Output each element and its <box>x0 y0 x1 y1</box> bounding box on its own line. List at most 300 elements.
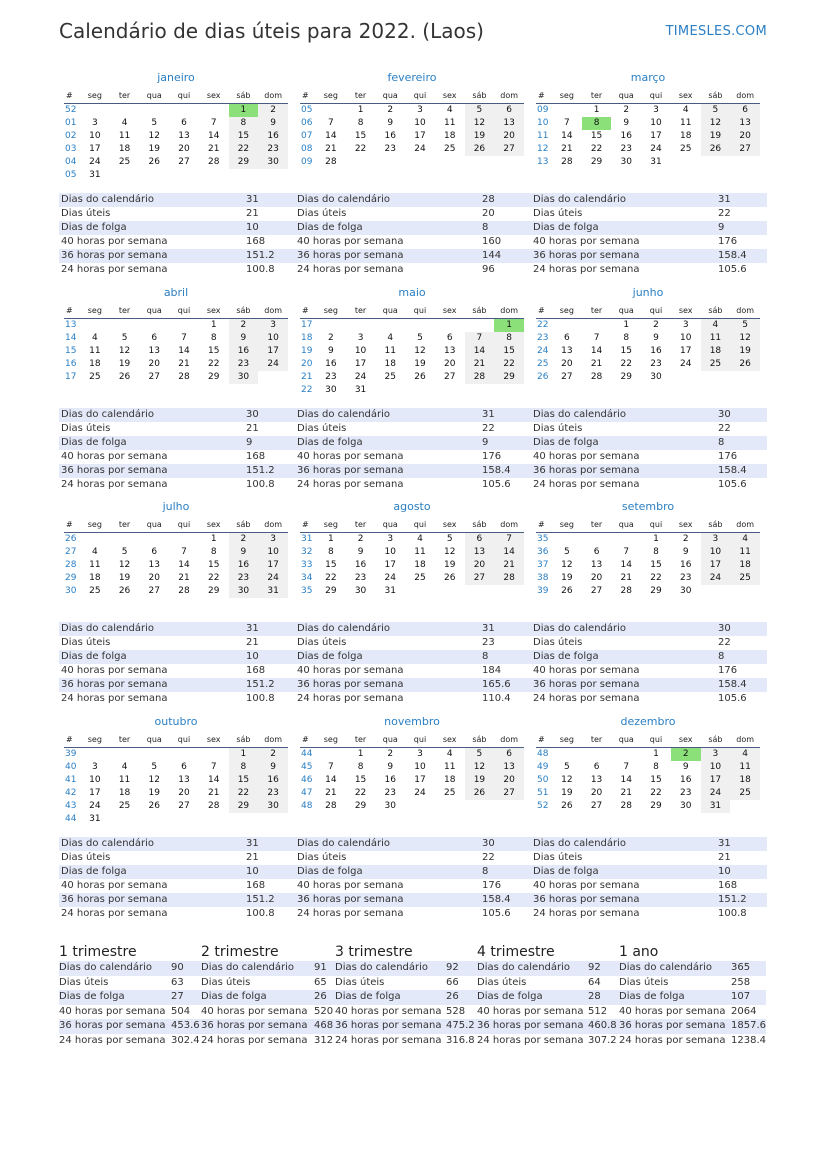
day-cell: 8 <box>494 332 524 345</box>
stat-row <box>531 865 767 879</box>
day-cell: 28 <box>590 372 603 382</box>
stat-row <box>531 650 767 664</box>
stat-row <box>295 249 531 263</box>
day-cell: 15 <box>650 560 662 570</box>
summary-value: 460.8 <box>588 1020 617 1031</box>
stat-value: 144 <box>482 250 502 261</box>
weekday-header: qua <box>139 519 169 533</box>
stat-value: 31 <box>718 838 731 849</box>
day-cell: 26 <box>465 787 495 800</box>
day-cell: 20 <box>178 788 190 798</box>
summary-row <box>477 990 619 1005</box>
summary-value: 64 <box>588 976 601 988</box>
summary-row <box>335 1019 477 1034</box>
stat-value: 168 <box>246 451 266 462</box>
month-title: fevereiro <box>387 71 437 84</box>
stat-label: 40 horas por semana <box>297 451 404 462</box>
day-cell: 17 <box>89 788 101 798</box>
stat-value: 8 <box>718 437 725 448</box>
day-cell: 11 <box>89 560 101 570</box>
summary-section <box>335 944 477 1048</box>
day-cell: 12 <box>148 131 160 141</box>
month-grid <box>536 519 760 598</box>
day-cell: 19 <box>730 345 760 358</box>
day-cell: 28 <box>325 157 337 167</box>
month-calendar <box>300 71 524 169</box>
day-cell: 18 <box>701 345 731 358</box>
day-cell: 9 <box>682 547 689 557</box>
stat-value: 23 <box>482 637 495 648</box>
day-cell <box>582 748 612 761</box>
week-number-header: # <box>64 519 80 533</box>
day-cell: 7 <box>465 332 495 345</box>
stat-value: 30 <box>246 409 259 420</box>
week-number: 43 <box>65 801 77 811</box>
day-cell: 18 <box>384 359 396 369</box>
stat-label: 36 horas por semana <box>297 679 404 690</box>
day-cell: 3 <box>417 749 423 759</box>
day-cell: 9 <box>357 547 364 557</box>
stat-label: 40 horas por semana <box>533 236 640 247</box>
summary-row <box>335 990 477 1005</box>
day-cell: 28 <box>178 372 190 382</box>
day-cell: 14 <box>178 346 190 356</box>
day-cell: 9 <box>387 118 394 128</box>
day-cell: 22 <box>650 573 662 583</box>
day-cell: 15 <box>494 345 524 358</box>
day-cell: 7 <box>593 333 600 343</box>
weekday-header: sáb <box>229 305 259 319</box>
stat-row <box>295 450 531 464</box>
weekday-header: sex <box>671 305 701 319</box>
stat-label: 36 horas por semana <box>61 679 168 690</box>
week-number: 32 <box>301 547 313 557</box>
stat-value: 105.6 <box>482 479 511 490</box>
day-cell: 23 <box>229 358 259 371</box>
day-cell: 9 <box>229 546 259 559</box>
summary-title: 2 trimestre <box>201 944 279 960</box>
stat-value: 28 <box>482 194 495 205</box>
stat-value: 151.2 <box>246 250 275 261</box>
summary-label: 24 horas por semana <box>335 1034 442 1046</box>
day-cell <box>346 156 376 169</box>
week-number-header: # <box>64 90 80 104</box>
summary-row <box>335 961 477 976</box>
day-cell <box>465 156 495 169</box>
week-number-header: # <box>64 734 80 748</box>
stat-row <box>295 879 531 893</box>
day-cell: 10 <box>701 761 731 774</box>
stat-row <box>59 692 295 706</box>
day-cell: 19 <box>561 788 573 798</box>
day-cell: 18 <box>730 559 760 572</box>
day-cell <box>435 384 465 397</box>
stat-label: 40 horas por semana <box>533 665 640 676</box>
stat-label: 40 horas por semana <box>61 665 168 676</box>
day-cell: 24 <box>679 359 692 369</box>
weekday-header: qua <box>139 305 169 319</box>
day-cell: 3 <box>653 105 659 115</box>
day-cell: 2 <box>357 534 364 544</box>
month-stats <box>531 622 767 706</box>
week-number: 08 <box>301 144 313 154</box>
weekday-header: qui <box>405 519 435 533</box>
summary-label: 24 horas por semana <box>59 1034 166 1046</box>
day-cell: 12 <box>118 346 131 356</box>
summary-label: Dias úteis <box>59 976 109 988</box>
day-cell: 7 <box>623 762 630 772</box>
stat-row <box>295 664 531 678</box>
day-cell: 14 <box>207 131 220 141</box>
weekday-header: seg <box>316 734 346 748</box>
week-number-header: # <box>536 305 552 319</box>
week-number: 51 <box>537 788 549 798</box>
summary-label: Dias úteis <box>335 976 385 988</box>
stat-label: Dias de folga <box>533 437 599 448</box>
day-cell: 12 <box>148 775 160 785</box>
weekday-header: ter <box>110 305 140 319</box>
summary-value: 512 <box>588 1005 608 1017</box>
week-number: 37 <box>537 560 549 570</box>
day-cell: 4 <box>730 533 760 546</box>
stat-label: Dias de folga <box>61 437 127 448</box>
summary-label: Dias úteis <box>619 976 669 988</box>
day-cell: 9 <box>229 332 259 345</box>
month-grid <box>536 734 760 813</box>
day-cell <box>80 533 110 546</box>
stat-value: 158.4 <box>482 465 511 476</box>
stat-label: 36 horas por semana <box>533 250 640 261</box>
site-link[interactable]: TIMESLES.COM <box>665 24 767 39</box>
day-cell: 21 <box>178 573 190 583</box>
stat-row <box>531 893 767 907</box>
day-cell: 10 <box>384 547 396 557</box>
stat-label: Dias do calendário <box>61 409 155 420</box>
stat-label: Dias do calendário <box>297 623 391 634</box>
day-cell: 30 <box>325 385 337 395</box>
day-cell: 17 <box>258 559 288 572</box>
week-number: 48 <box>537 749 549 759</box>
weekday-header: sáb <box>465 90 495 104</box>
day-cell: 23 <box>650 359 662 369</box>
stat-value: 31 <box>246 623 259 634</box>
day-cell: 5 <box>417 333 423 343</box>
day-cell: 19 <box>465 774 495 787</box>
week-number: 17 <box>65 372 77 382</box>
day-cell: 5 <box>121 333 128 343</box>
day-cell: 25 <box>384 372 396 382</box>
stat-value: 100.8 <box>246 479 275 490</box>
day-cell: 3 <box>417 105 423 115</box>
day-cell: 11 <box>414 547 426 557</box>
month-title: janeiro <box>157 71 195 84</box>
weekday-header: ter <box>110 734 140 748</box>
day-cell: 22 <box>354 788 367 798</box>
stat-label: Dias do calendário <box>533 194 627 205</box>
day-cell: 30 <box>384 801 396 811</box>
stat-label: 36 horas por semana <box>533 679 640 690</box>
summary-title: 1 trimestre <box>59 944 137 960</box>
week-number: 18 <box>301 333 313 343</box>
stat-value: 10 <box>246 651 259 662</box>
summary-label: Dias do calendário <box>335 962 429 973</box>
day-cell: 7 <box>563 118 570 128</box>
day-cell: 4 <box>446 749 453 759</box>
week-number: 21 <box>301 372 313 382</box>
stat-label: 40 horas por semana <box>297 880 404 891</box>
week-number: 31 <box>301 534 313 544</box>
month-stats <box>531 837 767 921</box>
week-number: 07 <box>301 131 313 141</box>
weekday-header: sex <box>671 90 701 104</box>
stat-row <box>59 408 295 422</box>
stat-row <box>59 450 295 464</box>
stat-value: 105.6 <box>718 479 747 490</box>
stat-row <box>531 207 767 221</box>
stat-row <box>59 879 295 893</box>
day-cell: 4 <box>446 105 453 115</box>
day-cell: 15 <box>650 775 662 785</box>
summary-value: 258 <box>731 976 751 988</box>
weekday-header: dom <box>494 305 524 319</box>
stat-label: 40 horas por semana <box>297 665 404 676</box>
day-cell <box>110 104 140 117</box>
stat-value: 8 <box>718 651 725 662</box>
day-cell <box>494 156 524 169</box>
summary-value: 2064 <box>731 1005 757 1017</box>
day-cell: 15 <box>325 560 337 570</box>
summary-label: Dias do calendário <box>619 962 713 973</box>
day-cell: 3 <box>258 319 288 332</box>
week-number-header: # <box>536 90 552 104</box>
summary-label: 36 horas por semana <box>619 1020 726 1031</box>
day-cell: 27 <box>494 787 524 800</box>
day-cell: 15 <box>620 346 632 356</box>
day-cell: 25 <box>730 787 760 800</box>
summary-label: 36 horas por semana <box>477 1020 584 1031</box>
day-cell: 18 <box>118 144 131 154</box>
day-cell: 3 <box>701 533 731 546</box>
day-cell <box>435 585 465 598</box>
weekday-header: dom <box>730 734 760 748</box>
day-cell: 27 <box>148 586 160 596</box>
week-number: 13 <box>537 157 549 167</box>
weekday-header: seg <box>316 305 346 319</box>
stat-row <box>531 193 767 207</box>
stat-value: 21 <box>246 852 259 863</box>
day-cell: 30 <box>229 585 259 598</box>
summary-row <box>335 976 477 991</box>
summary-value: 528 <box>446 1005 466 1017</box>
weekday-header: qui <box>169 305 199 319</box>
week-number: 42 <box>65 788 77 798</box>
weekday-header: qua <box>375 734 405 748</box>
weekday-header: sáb <box>701 305 731 319</box>
day-cell <box>169 319 199 332</box>
stat-label: Dias úteis <box>61 208 111 219</box>
stat-row <box>59 907 295 921</box>
weekday-header: sáb <box>701 734 731 748</box>
day-cell: 3 <box>258 533 288 546</box>
month-calendar <box>300 500 524 598</box>
day-cell: 2 <box>623 105 630 115</box>
day-cell: 14 <box>325 131 337 141</box>
weekday-header: sáb <box>465 734 495 748</box>
day-cell <box>730 800 760 813</box>
day-cell <box>110 319 140 332</box>
summary-value: 312 <box>314 1034 334 1046</box>
day-cell <box>552 319 582 332</box>
stat-row <box>59 893 295 907</box>
summary-row <box>477 1034 619 1049</box>
stat-row <box>59 464 295 478</box>
day-cell: 18 <box>118 788 131 798</box>
week-number: 34 <box>301 573 313 583</box>
week-number: 39 <box>65 749 77 759</box>
stat-row <box>531 478 767 492</box>
day-cell: 11 <box>443 762 456 772</box>
day-cell: 8 <box>210 547 217 557</box>
day-cell: 25 <box>414 573 426 583</box>
day-cell <box>169 169 199 182</box>
day-cell: 4 <box>387 333 394 343</box>
stat-value: 31 <box>482 623 495 634</box>
month-grid <box>64 519 288 598</box>
day-cell: 7 <box>181 333 187 343</box>
day-cell <box>611 533 641 546</box>
stat-value: 21 <box>246 637 259 648</box>
stat-value: 100.8 <box>246 908 275 919</box>
summary-value: 1857.6 <box>731 1020 766 1031</box>
stat-label: 40 horas por semana <box>533 451 640 462</box>
week-number: 50 <box>537 775 549 785</box>
day-cell: 4 <box>91 333 98 343</box>
summary-title: 3 trimestre <box>335 944 413 960</box>
day-cell: 2 <box>258 748 288 761</box>
stat-row <box>295 422 531 436</box>
stat-value: 100.8 <box>246 693 275 704</box>
summary-row <box>59 1019 201 1034</box>
stat-value: 9 <box>246 437 253 448</box>
week-number: 44 <box>301 749 313 759</box>
stat-value: 176 <box>482 880 502 891</box>
stat-label: Dias do calendário <box>61 623 155 634</box>
day-cell: 13 <box>494 117 524 130</box>
day-cell <box>346 319 376 332</box>
day-cell: 11 <box>730 761 760 774</box>
summary-title: 4 trimestre <box>477 944 555 960</box>
day-cell: 16 <box>679 560 692 570</box>
weekday-header: ter <box>110 519 140 533</box>
day-cell <box>80 104 110 117</box>
week-number: 49 <box>537 762 549 772</box>
stat-label: 24 horas por semana <box>61 908 168 919</box>
day-cell: 10 <box>414 118 426 128</box>
day-cell: 9 <box>327 346 334 356</box>
month-calendar <box>64 500 288 598</box>
day-cell: 4 <box>91 547 98 557</box>
day-cell: 20 <box>561 359 573 369</box>
summary-label: Dias de folga <box>477 991 543 1002</box>
day-cell: 30 <box>620 157 632 167</box>
day-cell: 27 <box>443 372 456 382</box>
day-cell <box>375 156 405 169</box>
day-cell <box>139 813 169 826</box>
weekday-header: dom <box>730 519 760 533</box>
summary-label: 40 horas por semana <box>477 1005 584 1017</box>
stat-row <box>295 464 531 478</box>
week-number: 19 <box>301 346 313 356</box>
stat-row <box>531 436 767 450</box>
day-cell: 20 <box>443 359 456 369</box>
day-cell: 9 <box>387 762 394 772</box>
day-cell: 29 <box>590 157 603 167</box>
month-grid <box>300 519 524 598</box>
stat-label: 40 horas por semana <box>297 236 404 247</box>
stat-value: 151.2 <box>718 894 747 905</box>
day-cell: 20 <box>465 559 495 572</box>
stat-row <box>59 865 295 879</box>
day-cell: 14 <box>620 775 632 785</box>
stat-label: 36 horas por semana <box>61 250 168 261</box>
day-cell: 21 <box>178 359 190 369</box>
day-cell: 1 <box>210 320 217 330</box>
week-number: 39 <box>537 586 549 596</box>
holiday-cell: 1 <box>229 104 259 117</box>
day-cell: 2 <box>229 319 259 332</box>
stat-label: 36 horas por semana <box>297 894 404 905</box>
week-number: 02 <box>65 131 77 141</box>
stat-label: Dias úteis <box>297 852 347 863</box>
stat-row <box>295 851 531 865</box>
stat-label: 36 horas por semana <box>61 465 168 476</box>
day-cell: 16 <box>325 359 337 369</box>
week-number-header: # <box>300 519 316 533</box>
day-cell: 5 <box>465 104 495 117</box>
day-cell: 21 <box>325 788 337 798</box>
week-number: 09 <box>537 105 549 115</box>
weekday-header: dom <box>258 734 288 748</box>
day-cell: 28 <box>325 801 337 811</box>
weekday-header: qua <box>611 90 641 104</box>
day-cell <box>169 104 199 117</box>
day-cell: 24 <box>701 787 731 800</box>
day-cell: 8 <box>653 547 659 557</box>
day-cell: 18 <box>443 131 456 141</box>
summary-label: Dias do calendário <box>59 962 153 973</box>
summary-label: Dias úteis <box>201 976 251 988</box>
day-cell <box>169 748 199 761</box>
day-cell: 4 <box>682 105 689 115</box>
day-cell: 28 <box>207 157 220 167</box>
day-cell: 16 <box>354 560 367 570</box>
day-cell: 1 <box>357 105 364 115</box>
week-number-header: # <box>536 734 552 748</box>
month-calendar <box>536 500 760 598</box>
week-number: 23 <box>537 333 549 343</box>
stat-label: Dias úteis <box>297 637 347 648</box>
day-cell: 30 <box>258 800 288 813</box>
day-cell <box>552 104 582 117</box>
day-cell: 10 <box>354 346 367 356</box>
day-cell: 29 <box>494 371 524 384</box>
weekday-header: sex <box>199 305 229 319</box>
day-cell: 13 <box>590 775 603 785</box>
week-number: 25 <box>537 359 549 369</box>
week-number: 46 <box>301 775 313 785</box>
weekday-header: seg <box>552 734 582 748</box>
day-cell: 10 <box>414 762 426 772</box>
